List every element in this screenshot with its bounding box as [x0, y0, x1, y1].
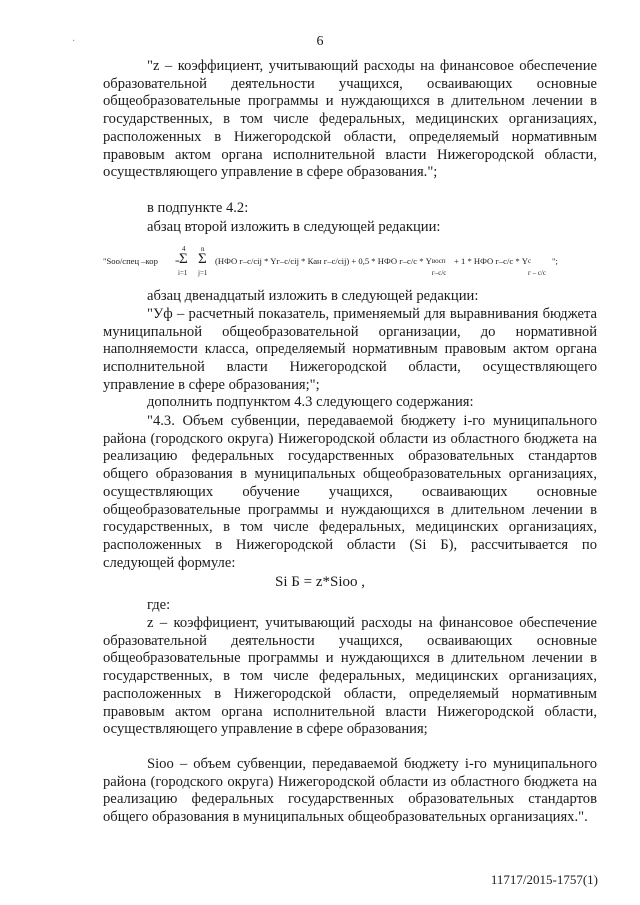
- sum-i-sigma: Σ: [179, 251, 188, 267]
- sum-j-lower: j=1: [198, 269, 208, 277]
- formula-lhs: "Sоо/спец –кор: [103, 256, 158, 266]
- paragraph-two-intro: абзац второй изложить в следующей редакции:: [147, 219, 441, 235]
- where-label: где:: [147, 597, 171, 613]
- document-id: 11717/2015-1757(1): [490, 872, 598, 887]
- sum-j-upper: n: [201, 245, 205, 253]
- paragraph-twelve-intro: абзац двенадцатый изложить в следующей редакции:: [147, 288, 479, 304]
- z-definition-old: "z – коэффициент, учитывающий расходы на финансовое обеспечение образовательной деятельности учащихся, осваивающих основные общеобразовательные программы и нуждающихся в длительном лечении в государственных, в том числе федеральных, медицинских организациях, расположенных в Нижегородской области, определяемый нормативным правовым актом органа исполнительной власти Нижегородской области, осуществляющего управление в сфере образования.";: [103, 58, 597, 181]
- page-number: 6: [316, 34, 324, 49]
- sum-i-lower: i=1: [178, 269, 188, 277]
- y-rest-sub: г–с/с: [431, 269, 447, 277]
- formula-body-part1: (НФО г–с/cij * Yг–с/cij * Кан г–с/cij) + 0,5 * НФО г–с/с * Y: [215, 256, 432, 266]
- y-c-sub: г – с/с: [528, 269, 547, 277]
- formula-body-part2: + 1 * НФО г–с/с * Y: [451, 256, 528, 266]
- y-rest-sup: восп: [431, 257, 446, 265]
- si-formula: Si Б = z*Siоо ,: [275, 574, 365, 590]
- scan-speck: ·: [72, 36, 76, 47]
- formula-equals: =: [175, 256, 180, 266]
- formula-body: [215, 256, 558, 277]
- subclause-4-3-text: "4.3. Объем субвенции, передаваемой бюджету i-го муниципального района (городского округа) Нижегородской области из областного бюджета на реализацию федеральных государственных образовательных стандартов общего образования в муниципальных общеобразовательных организациях, осуществляющих обучение учащихся, осваивающих основные общеобразовательные программы и нуждающихся в длительном лечении в государственных, в том числе федеральных, медицинских организациях, расположенных в Нижегородской области (Si Б), рассчитывается по следующей формуле:: [103, 413, 597, 571]
- uf-definition: "Уф – расчетный показатель, применяемый для выравнивания бюджета муниципальной общеобразовательной организации, до нормативной наполняемости класса, определяемый нормативным правовым актом органа исполнительной власти Нижегородской области, осуществляющего управление в сфере образования;";: [103, 306, 597, 393]
- z-definition-new: z – коэффициент, учитывающий расходы на финансовое обеспечение образовательной деятельности учащихся, осваивающих основные общеобразовательные программы и нуждающихся в длительном лечении в государственных, в том числе федеральных, медицинских организациях, расположенных в Нижегородской области, определяемый нормативным правовым актом органа исполнительной власти Нижегородской области, осуществляющего управление в сфере образования;: [103, 615, 597, 738]
- subclause-4-3-intro: дополнить подпунктом 4.3 следующего содержания:: [147, 394, 474, 410]
- y-c-sup: c: [528, 257, 532, 265]
- sioo-definition: Siоо – объем субвенции, передаваемой бюджету i-го муниципального района (городского округа) Нижегородской области из областного бюджета на реализацию федеральных государственных образовательных стандартов общего образования в муниципальных общеобразовательных организациях.".: [103, 756, 597, 826]
- sum-j-sigma: Σ: [198, 251, 207, 267]
- sum-i-upper: 4: [182, 245, 186, 253]
- formula-tail: ";: [552, 256, 558, 266]
- subclause-4-2-heading: в подпункте 4.2:: [147, 200, 249, 216]
- subvention-formula: [103, 247, 603, 277]
